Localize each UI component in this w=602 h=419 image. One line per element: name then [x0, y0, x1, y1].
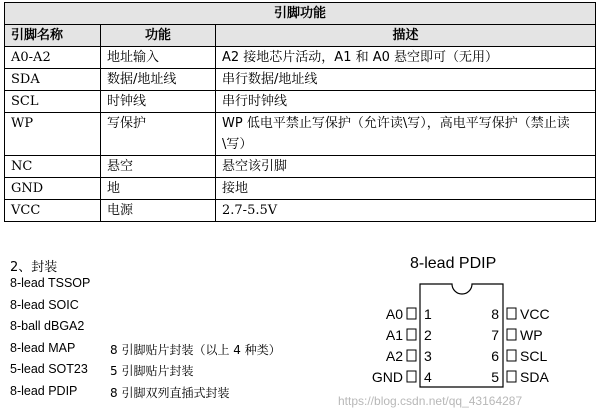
description-cell: A2 接地芯片活动，A1 和 A0 悬空即可（无用） [216, 47, 596, 69]
table-row [5, 200, 596, 222]
package-name: 8-lead MAP [10, 340, 76, 355]
table-row [5, 113, 596, 156]
header-function: 功能 [101, 25, 216, 47]
right-pin-7 [507, 329, 516, 340]
package-heading: 2、封装 [10, 260, 58, 275]
left-pin-number: 2 [424, 327, 432, 343]
package-note: 5 引脚贴片封装 [110, 364, 194, 378]
description-cell: 接地 [216, 178, 596, 200]
function-cell: 地 [101, 178, 216, 200]
pin-name-cell: A0-A2 [5, 47, 101, 69]
left-pin-number: 3 [424, 348, 432, 364]
chip-pinout-diagram [360, 280, 560, 390]
pin-function-table [4, 2, 596, 222]
watermark-text: https://blog.csdn.net/qq_43164287 [338, 394, 523, 408]
pin-name-cell: GND [5, 178, 101, 200]
pin-name-cell: SDA [5, 69, 101, 91]
table-row [5, 47, 596, 69]
right-pin-6 [507, 350, 516, 361]
description-cell: 2.7-5.5V [216, 200, 596, 222]
left-pin-3 [407, 350, 416, 361]
package-name: 8-lead SOIC [10, 297, 79, 312]
table-row [5, 156, 596, 178]
function-cell: 写保护 [101, 113, 216, 156]
function-cell: 时钟线 [101, 91, 216, 113]
table-title-row [5, 3, 596, 25]
right-pin-name: WP [520, 327, 543, 343]
header-description: 描述 [216, 25, 596, 47]
header-pin-name: 引脚名称 [5, 25, 101, 47]
description-cell: 串行时钟线 [216, 91, 596, 113]
right-pin-8 [507, 308, 516, 319]
right-pin-name: SCL [520, 348, 548, 364]
right-pin-number: 5 [491, 369, 499, 385]
pin-name-cell: VCC [5, 200, 101, 222]
function-cell: 悬空 [101, 156, 216, 178]
table-row [5, 69, 596, 91]
table-title: 引脚功能 [5, 3, 596, 25]
package-name: 5-lead SOT23 [10, 362, 88, 376]
left-pin-name: A0 [385, 306, 403, 322]
right-pin-name: SDA [520, 369, 549, 385]
left-pin-number: 1 [424, 306, 432, 322]
package-note: 8 引脚贴片封装（以上 4 种类） [110, 342, 281, 357]
right-pin-5 [507, 371, 516, 382]
right-pin-number: 7 [491, 327, 499, 343]
chip-diagram-title: 8-lead PDIP [410, 255, 497, 272]
pin-name-cell: NC [5, 156, 101, 178]
package-note: 8 引脚双列直插式封装 [110, 385, 230, 400]
right-pin-number: 8 [491, 306, 499, 322]
function-cell: 电源 [101, 200, 216, 222]
package-name: 8-lead TSSOP [10, 276, 91, 290]
function-cell: 地址输入 [101, 47, 216, 69]
left-pin-name: A1 [385, 327, 403, 343]
function-cell: 数据/地址线 [101, 69, 216, 91]
left-pin-name: GND [371, 369, 403, 385]
left-pin-4 [407, 371, 416, 382]
description-cell: 串行数据/地址线 [216, 69, 596, 91]
table-row [5, 91, 596, 113]
package-name: 8-lead PDIP [10, 383, 78, 398]
table-row [5, 178, 596, 200]
pin-name-cell: WP [5, 113, 101, 156]
table-header-row [5, 25, 596, 47]
description-cell: 悬空该引脚 [216, 156, 596, 178]
left-pin-2 [407, 329, 416, 340]
left-pin-name: A2 [385, 348, 403, 364]
left-pin-1 [407, 308, 416, 319]
description-cell: WP 低电平禁止写保护（允许读\写），高电平写保护（禁止读\写） [216, 113, 596, 156]
pin-name-cell: SCL [5, 91, 101, 113]
right-pin-name: VCC [520, 306, 550, 322]
package-name: 8-ball dBGA2 [10, 319, 85, 333]
right-pin-number: 6 [491, 348, 499, 364]
left-pin-number: 4 [424, 369, 432, 385]
